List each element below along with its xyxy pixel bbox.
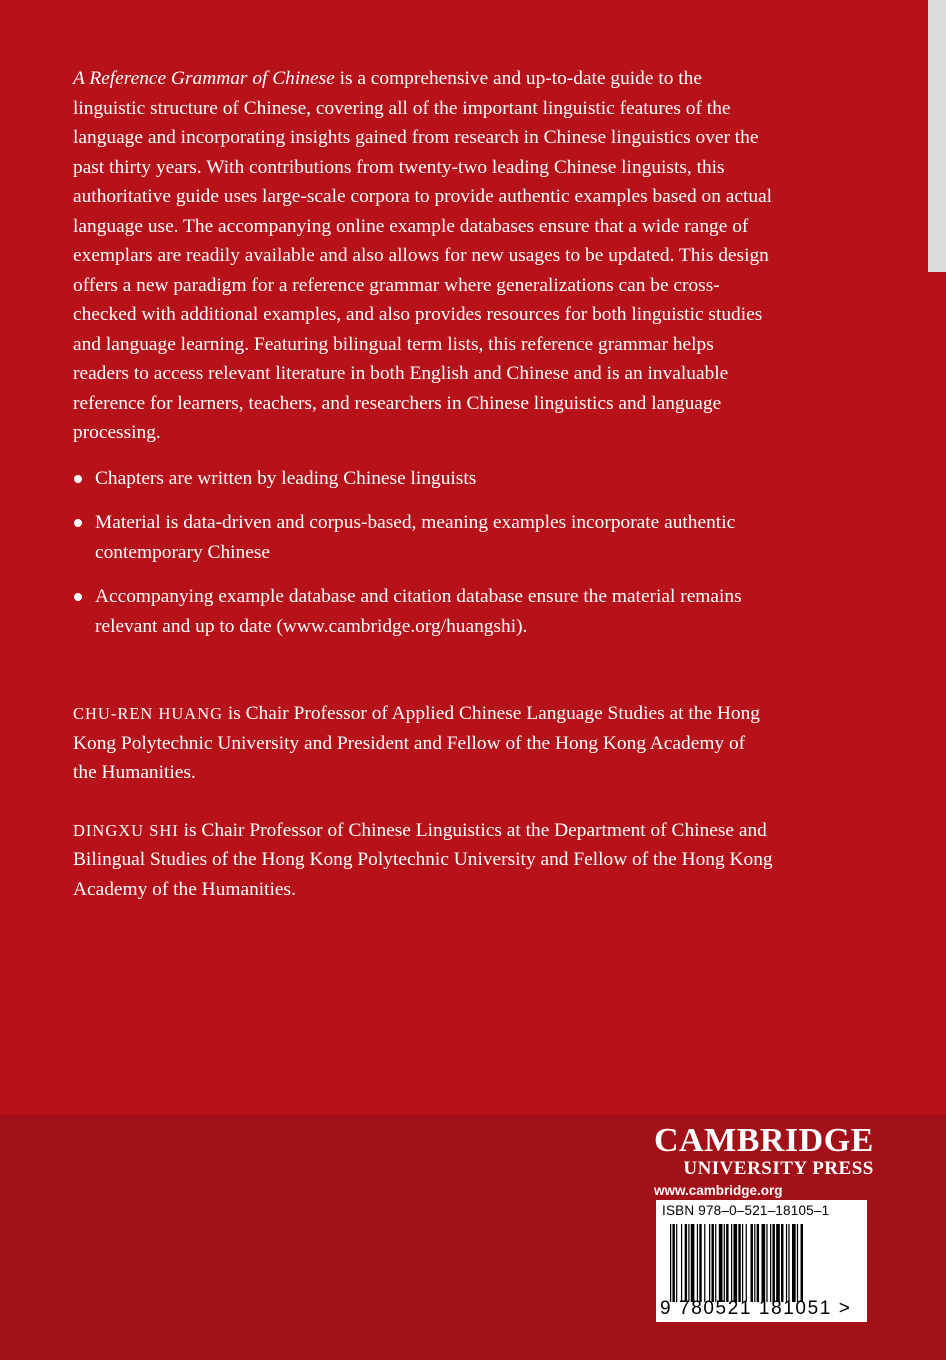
barcode-bar <box>709 1224 710 1302</box>
barcode-bar <box>733 1224 737 1302</box>
barcode-bar <box>770 1224 771 1302</box>
cover-text <box>73 64 773 932</box>
barcode-bar <box>766 1224 767 1302</box>
isbn-barcode-box <box>656 1200 867 1322</box>
description-text: is a comprehensive and up-to-date guide to the linguistic structure of Chinese, covering all of the important linguistic features of the language and incorporating insights gained from research in Chinese linguistics over the past thirty years. With contributions from twenty-two leading Chinese linguists, this authoritative guide uses large-scale corpora to provide authentic examples based on actual language use. The accompanying online example databases ensure that a wide range of exemplars are readily available and also allows for new usages to be updated. This design offers a new paradigm for a reference grammar where generalizations can be cross-checked with additional examples, and also provides resources for both linguistic studies and language learning. Featuring bilingual term lists, this reference grammar helps readers to access relevant literature in both English and Chinese and is an invaluable reference for learners, teachers, and researchers in Chinese linguistics and language processing. <box>73 68 773 443</box>
barcode-bar <box>726 1224 728 1302</box>
barcode-bar <box>786 1224 787 1302</box>
barcode-bar <box>688 1224 689 1302</box>
isbn-label: ISBN 978–0–521–18105–1 <box>662 1203 830 1218</box>
author-bio-huang <box>73 699 773 788</box>
edge-strip <box>928 0 946 272</box>
barcode-bar <box>754 1224 755 1302</box>
barcode-bar <box>742 1224 743 1302</box>
author-name: DINGXU SHI <box>73 820 179 840</box>
barcode-bar <box>751 1224 753 1302</box>
barcode-bar <box>788 1224 789 1302</box>
feature-item: Chapters are written by leading Chinese linguists <box>73 464 773 494</box>
publisher-url: www.cambridge.org <box>654 1183 783 1198</box>
barcode-bar <box>762 1224 766 1302</box>
barcode-bar <box>704 1224 705 1302</box>
feature-item: Accompanying example database and citation database ensure the material remains relevant and up to date (www.cambridge.org/huangshi). <box>73 582 773 641</box>
barcode-bar <box>757 1224 759 1302</box>
barcode-bar <box>672 1224 674 1302</box>
barcode-bar <box>697 1224 698 1302</box>
barcode-bar <box>711 1224 713 1302</box>
barcode-bar <box>685 1224 687 1302</box>
book-description <box>73 64 773 448</box>
barcode-bar <box>801 1224 803 1302</box>
barcode-bar <box>699 1224 701 1302</box>
publisher-name: CAMBRIDGE <box>654 1122 874 1159</box>
barcode-digits: 9 780521 181051 > <box>660 1298 852 1319</box>
barcode-bar <box>738 1224 740 1302</box>
author-name: CHU-REN HUANG <box>73 704 224 723</box>
barcode-bar <box>724 1224 725 1302</box>
feature-item: Material is data-driven and corpus-based, meaning examples incorporate authentic contemporary Chinese <box>73 508 773 567</box>
barcode-bar <box>676 1224 677 1302</box>
barcode-bar <box>772 1224 774 1302</box>
publisher-subtitle: UNIVERSITY PRESS <box>683 1158 874 1179</box>
barcode-bar <box>797 1224 798 1302</box>
author-bio-text: is Chair Professor of Applied Chinese Language Studies at the Hong Kong Polytechnic University and President and Fellow of the Hong Kong Academy of the Humanities. <box>73 703 760 783</box>
barcode-bar <box>781 1224 783 1302</box>
barcode-bar <box>792 1224 796 1302</box>
feature-list <box>73 464 773 642</box>
author-bio-text: is Chair Professor of Chinese Linguistics at the Department of Chinese and Bilingual Studies of the Hong Kong Polytechnic University and Fellow of the Hong Kong Academy of the Humanities. <box>73 819 773 900</box>
author-bios <box>73 699 773 904</box>
barcode-bar <box>746 1224 747 1302</box>
publisher-logo <box>654 1124 874 1202</box>
barcode-bar <box>681 1224 682 1302</box>
author-bio-shi <box>73 816 773 905</box>
barcode-bar <box>670 1224 671 1302</box>
barcode-bar <box>691 1224 695 1302</box>
book-title: A Reference Grammar of Chinese <box>73 68 335 89</box>
barcode-bar <box>715 1224 716 1302</box>
barcode-bar <box>719 1224 723 1302</box>
barcode-bar <box>731 1224 732 1302</box>
barcode-icon <box>670 1224 848 1302</box>
barcode-bar <box>776 1224 780 1302</box>
